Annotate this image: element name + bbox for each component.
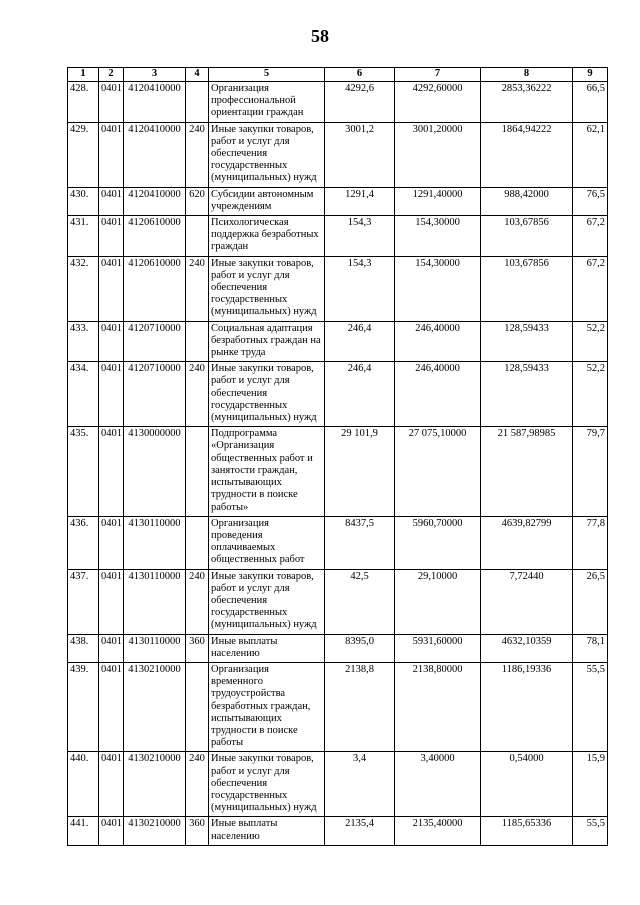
budget-value: 3,40000 <box>395 752 481 817</box>
item-name: Психологическая поддержка безработных граждан <box>209 216 325 257</box>
target-article-code: 4120710000 <box>124 321 186 362</box>
percent-value: 67,2 <box>573 256 608 321</box>
table-row <box>68 662 608 751</box>
plan-value: 246,4 <box>325 321 395 362</box>
item-name: Подпрограмма «Организация общественных работ и занятости граждан, испытывающих трудности в поиске работы» <box>209 427 325 516</box>
expense-type-code: 240 <box>186 362 209 427</box>
column-header: 5 <box>209 68 325 82</box>
target-article-code: 4120410000 <box>124 82 186 123</box>
row-number: 433. <box>68 321 99 362</box>
plan-value: 1291,4 <box>325 187 395 215</box>
target-article-code: 4130000000 <box>124 427 186 516</box>
target-article-code: 4130110000 <box>124 569 186 634</box>
section-code: 0401 <box>99 427 124 516</box>
plan-value: 42,5 <box>325 569 395 634</box>
section-code: 0401 <box>99 516 124 569</box>
expense-type-code <box>186 216 209 257</box>
execution-value: 7,72440 <box>481 569 573 634</box>
execution-value: 128,59433 <box>481 321 573 362</box>
percent-value: 52,2 <box>573 321 608 362</box>
execution-value: 128,59433 <box>481 362 573 427</box>
item-name: Организация профессиональной ориентации граждан <box>209 82 325 123</box>
expense-type-code: 240 <box>186 569 209 634</box>
budget-value: 3001,20000 <box>395 122 481 187</box>
target-article-code: 4120610000 <box>124 216 186 257</box>
expense-type-code: 620 <box>186 187 209 215</box>
item-name: Субсидии автономным учреждениям <box>209 187 325 215</box>
item-name: Иные закупки товаров, работ и услуг для обеспечения государственных (муниципальных) нужд <box>209 362 325 427</box>
percent-value: 67,2 <box>573 216 608 257</box>
row-number: 436. <box>68 516 99 569</box>
section-code: 0401 <box>99 569 124 634</box>
budget-value: 4292,60000 <box>395 82 481 123</box>
plan-value: 154,3 <box>325 216 395 257</box>
percent-value: 15,9 <box>573 752 608 817</box>
percent-value: 66,5 <box>573 82 608 123</box>
expense-type-code <box>186 321 209 362</box>
execution-value: 1186,19336 <box>481 662 573 751</box>
target-article-code: 4120710000 <box>124 362 186 427</box>
expense-type-code: 240 <box>186 122 209 187</box>
table-row <box>68 569 608 634</box>
target-article-code: 4130210000 <box>124 662 186 751</box>
table-row <box>68 362 608 427</box>
table-row <box>68 187 608 215</box>
budget-value: 2138,80000 <box>395 662 481 751</box>
section-code: 0401 <box>99 752 124 817</box>
target-article-code: 4130210000 <box>124 752 186 817</box>
page-number: 58 <box>311 26 329 46</box>
item-name: Организация проведения оплачиваемых общественных работ <box>209 516 325 569</box>
percent-value: 55,5 <box>573 662 608 751</box>
target-article-code: 4120610000 <box>124 256 186 321</box>
plan-value: 246,4 <box>325 362 395 427</box>
expense-type-code: 360 <box>186 817 209 845</box>
column-header: 2 <box>99 68 124 82</box>
row-number: 431. <box>68 216 99 257</box>
header-row <box>68 68 608 82</box>
table-row <box>68 752 608 817</box>
section-code: 0401 <box>99 256 124 321</box>
section-code: 0401 <box>99 634 124 662</box>
column-header: 4 <box>186 68 209 82</box>
section-code: 0401 <box>99 662 124 751</box>
budget-value: 29,10000 <box>395 569 481 634</box>
row-number: 441. <box>68 817 99 845</box>
row-number: 434. <box>68 362 99 427</box>
table-row <box>68 122 608 187</box>
table-body <box>68 82 608 846</box>
column-header: 3 <box>124 68 186 82</box>
plan-value: 29 101,9 <box>325 427 395 516</box>
column-header: 6 <box>325 68 395 82</box>
budget-value: 246,40000 <box>395 321 481 362</box>
table-row <box>68 321 608 362</box>
section-code: 0401 <box>99 817 124 845</box>
table-row <box>68 516 608 569</box>
execution-value: 0,54000 <box>481 752 573 817</box>
column-header: 9 <box>573 68 608 82</box>
budget-value: 5960,70000 <box>395 516 481 569</box>
plan-value: 3001,2 <box>325 122 395 187</box>
table-row <box>68 216 608 257</box>
row-number: 428. <box>68 82 99 123</box>
plan-value: 2135,4 <box>325 817 395 845</box>
row-number: 430. <box>68 187 99 215</box>
budget-value: 154,30000 <box>395 256 481 321</box>
percent-value: 78,1 <box>573 634 608 662</box>
item-name: Организация временного трудоустройства безработных граждан, испытывающих трудности в поиске работы <box>209 662 325 751</box>
row-number: 429. <box>68 122 99 187</box>
execution-value: 103,67856 <box>481 256 573 321</box>
execution-value: 103,67856 <box>481 216 573 257</box>
percent-value: 76,5 <box>573 187 608 215</box>
row-number: 432. <box>68 256 99 321</box>
plan-value: 4292,6 <box>325 82 395 123</box>
row-number: 435. <box>68 427 99 516</box>
section-code: 0401 <box>99 82 124 123</box>
column-header: 7 <box>395 68 481 82</box>
table-row <box>68 817 608 845</box>
execution-value: 1864,94222 <box>481 122 573 187</box>
item-name: Иные закупки товаров, работ и услуг для обеспечения государственных (муниципальных) нужд <box>209 256 325 321</box>
target-article-code: 4120410000 <box>124 122 186 187</box>
table-row <box>68 634 608 662</box>
row-number: 440. <box>68 752 99 817</box>
section-code: 0401 <box>99 187 124 215</box>
expense-type-code <box>186 516 209 569</box>
budget-value: 27 075,10000 <box>395 427 481 516</box>
expense-type-code <box>186 82 209 123</box>
percent-value: 77,8 <box>573 516 608 569</box>
item-name: Иные закупки товаров, работ и услуг для обеспечения государственных (муниципальных) нужд <box>209 752 325 817</box>
row-number: 438. <box>68 634 99 662</box>
item-name: Иные выплаты населению <box>209 634 325 662</box>
execution-value: 4632,10359 <box>481 634 573 662</box>
execution-value: 2853,36222 <box>481 82 573 123</box>
execution-value: 4639,82799 <box>481 516 573 569</box>
item-name: Иные выплаты населению <box>209 817 325 845</box>
budget-value: 246,40000 <box>395 362 481 427</box>
plan-value: 154,3 <box>325 256 395 321</box>
section-code: 0401 <box>99 216 124 257</box>
execution-value: 1185,65336 <box>481 817 573 845</box>
percent-value: 52,2 <box>573 362 608 427</box>
target-article-code: 4130110000 <box>124 634 186 662</box>
expense-type-code <box>186 662 209 751</box>
budget-table <box>67 67 608 846</box>
table-row <box>68 82 608 123</box>
column-header: 8 <box>481 68 573 82</box>
item-name: Иные закупки товаров, работ и услуг для обеспечения государственных (муниципальных) нужд <box>209 122 325 187</box>
budget-value: 2135,40000 <box>395 817 481 845</box>
expense-type-code: 360 <box>186 634 209 662</box>
budget-value: 1291,40000 <box>395 187 481 215</box>
plan-value: 8437,5 <box>325 516 395 569</box>
expense-type-code <box>186 427 209 516</box>
percent-value: 62,1 <box>573 122 608 187</box>
section-code: 0401 <box>99 122 124 187</box>
budget-value: 154,30000 <box>395 216 481 257</box>
item-name: Иные закупки товаров, работ и услуг для обеспечения государственных (муниципальных) нужд <box>209 569 325 634</box>
target-article-code: 4120410000 <box>124 187 186 215</box>
plan-value: 8395,0 <box>325 634 395 662</box>
table-row <box>68 256 608 321</box>
row-number: 437. <box>68 569 99 634</box>
plan-value: 2138,8 <box>325 662 395 751</box>
section-code: 0401 <box>99 321 124 362</box>
percent-value: 79,7 <box>573 427 608 516</box>
target-article-code: 4130210000 <box>124 817 186 845</box>
percent-value: 26,5 <box>573 569 608 634</box>
expense-type-code: 240 <box>186 752 209 817</box>
section-code: 0401 <box>99 362 124 427</box>
table-row <box>68 427 608 516</box>
item-name: Социальная адаптация безработных граждан на рынке труда <box>209 321 325 362</box>
execution-value: 988,42000 <box>481 187 573 215</box>
budget-value: 5931,60000 <box>395 634 481 662</box>
percent-value: 55,5 <box>573 817 608 845</box>
column-header: 1 <box>68 68 99 82</box>
plan-value: 3,4 <box>325 752 395 817</box>
row-number: 439. <box>68 662 99 751</box>
expense-type-code: 240 <box>186 256 209 321</box>
execution-value: 21 587,98985 <box>481 427 573 516</box>
target-article-code: 4130110000 <box>124 516 186 569</box>
